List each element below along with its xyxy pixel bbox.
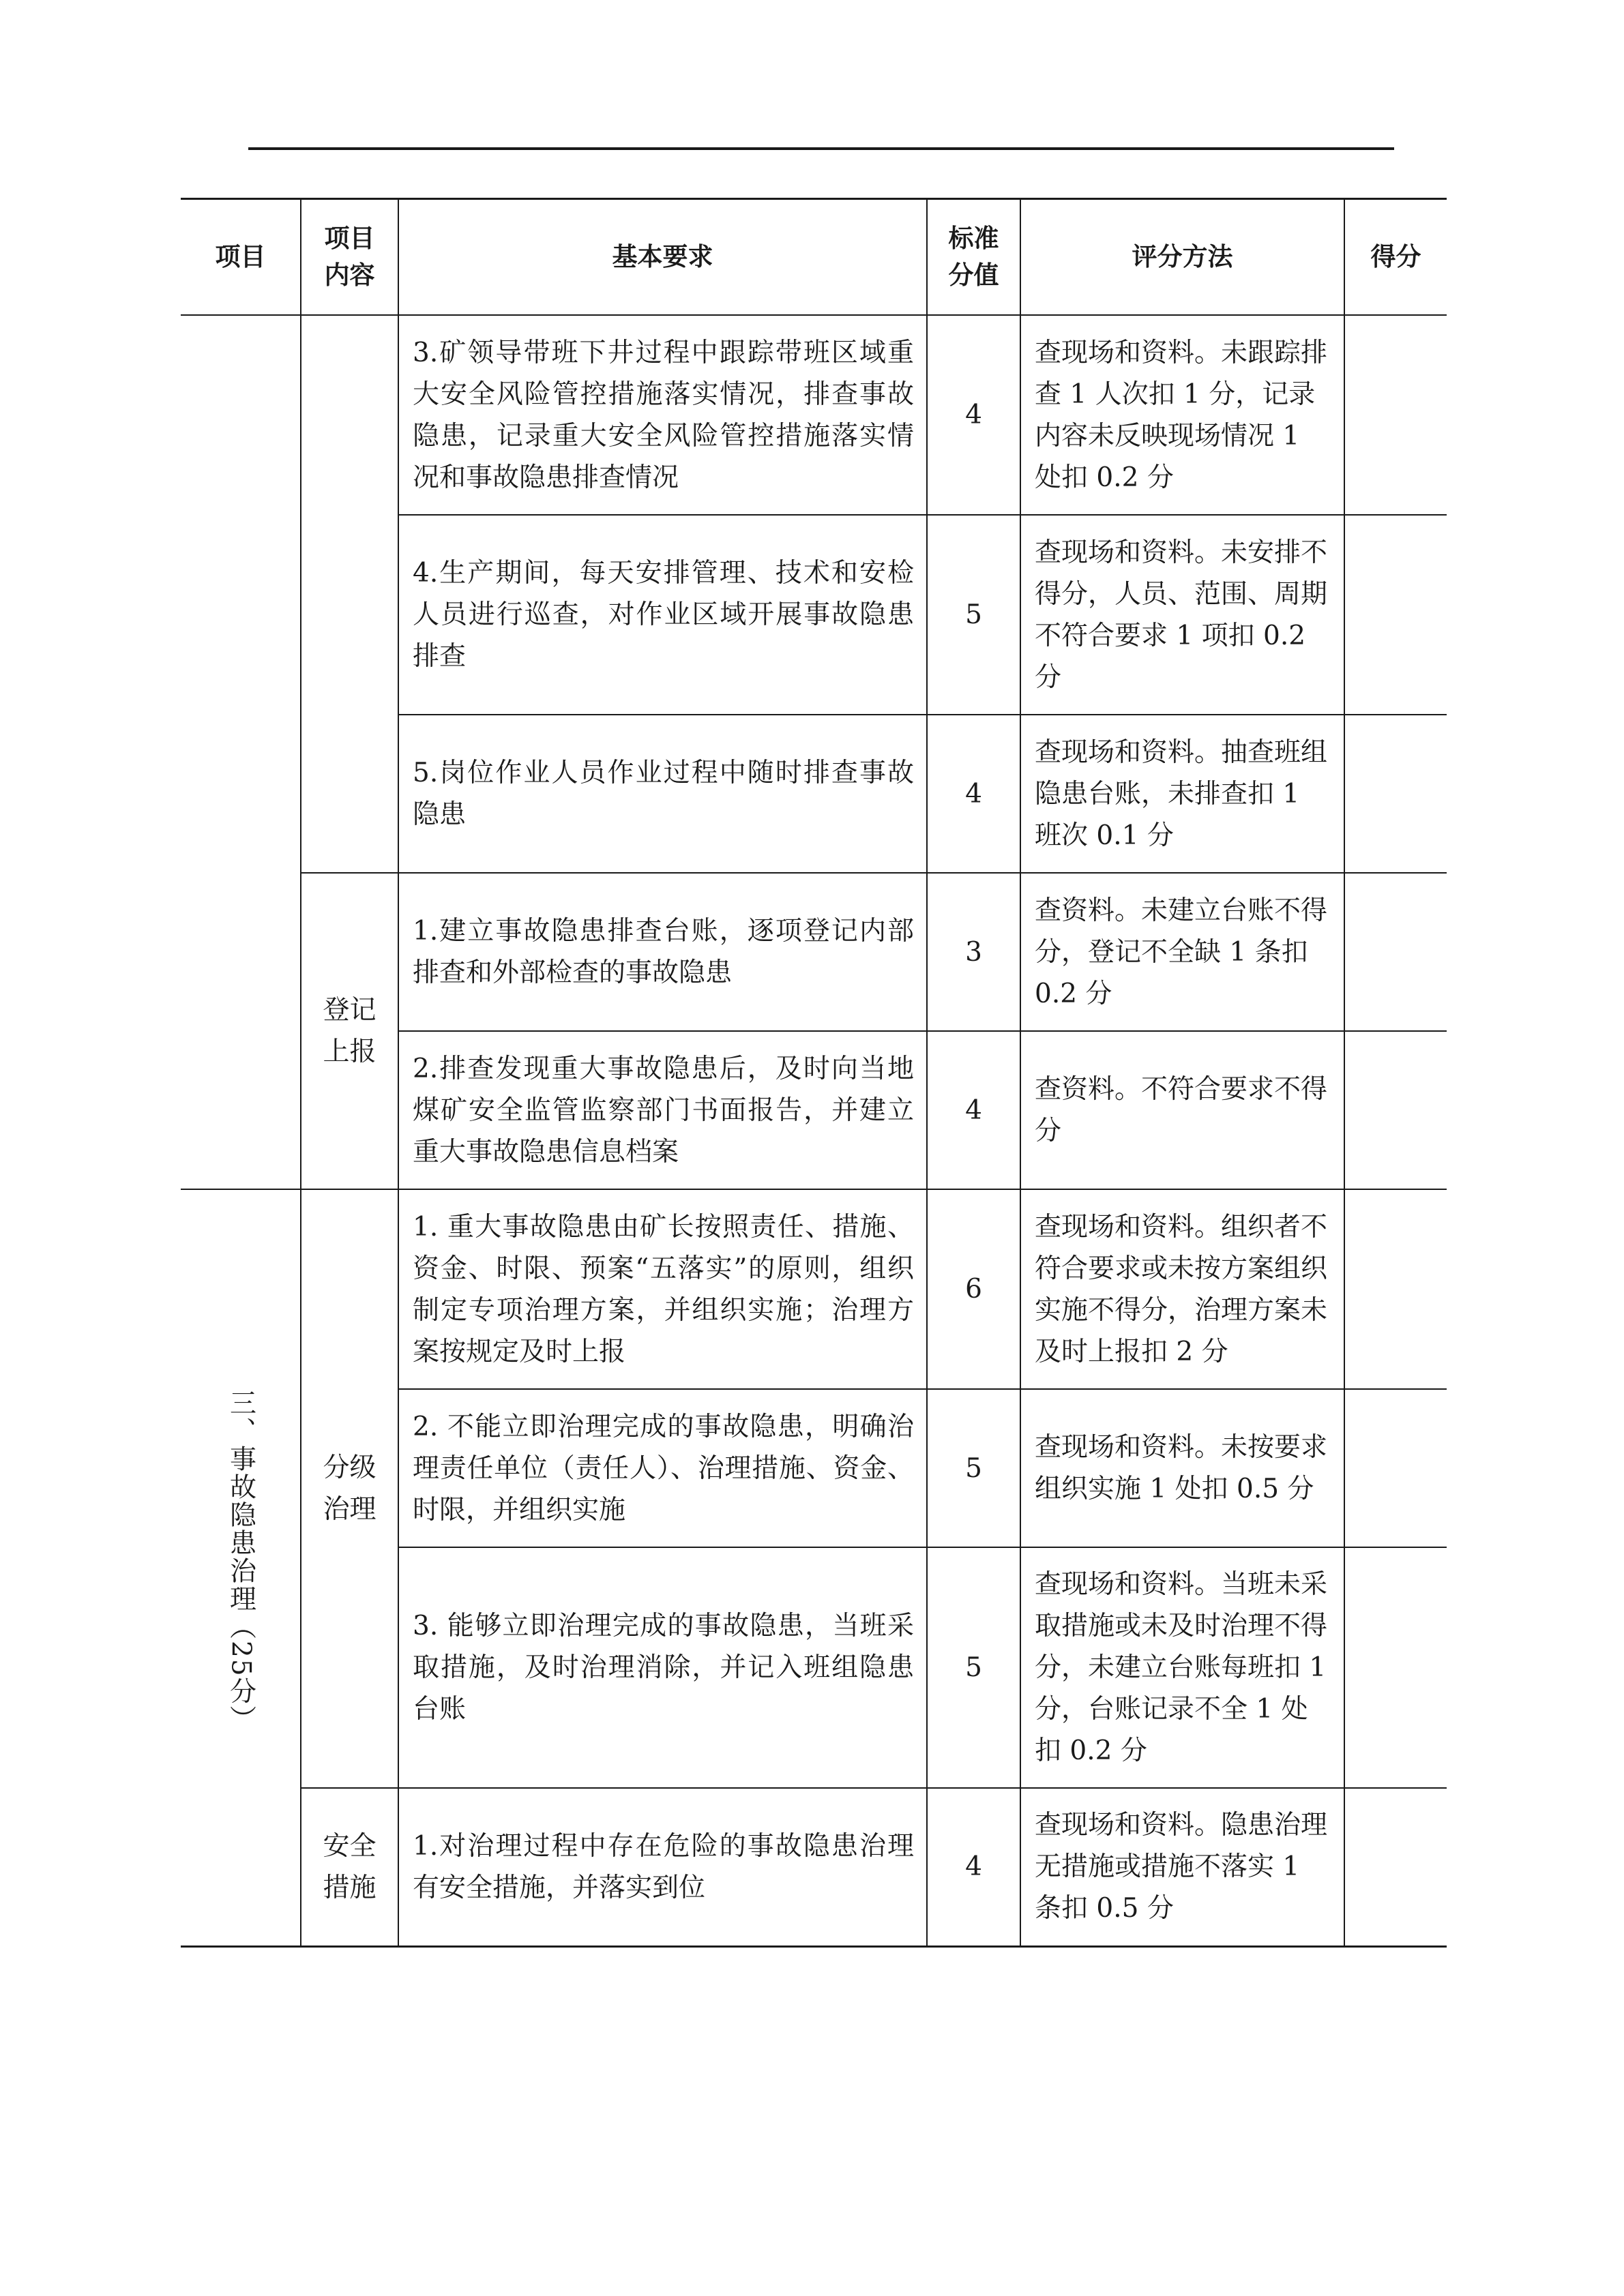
- score-cell: [1344, 715, 1447, 873]
- content-cell-continued: [301, 315, 398, 873]
- header-standard-score: [927, 199, 1020, 316]
- score-cell: [1344, 1189, 1447, 1389]
- content-cell-safety-measures: [301, 1788, 398, 1946]
- content-label-graded-governance: 分级治理: [323, 1452, 377, 1525]
- method-cell: 查现场和资料。未安排不得分，人员、范围、周期不符合要求 1 项扣 0.2 分: [1020, 515, 1344, 715]
- header-content-text: 项目内容: [324, 224, 375, 290]
- content-label-safety-measures: 安全措施: [323, 1830, 377, 1903]
- requirement-cell: 5.岗位作业人员作业过程中随时排查事故隐患: [398, 715, 927, 873]
- standard-score-cell: 5: [927, 515, 1020, 715]
- table-header-row: [181, 199, 1447, 316]
- header-score: 得分: [1344, 199, 1447, 316]
- table-row: [181, 873, 1447, 1031]
- requirement-cell: 1.对治理过程中存在危险的事故隐患治理有安全措施，并落实到位: [398, 1788, 927, 1946]
- standard-score-cell: 5: [927, 1389, 1020, 1547]
- content-cell-registration: [301, 873, 398, 1189]
- standard-score-cell: 4: [927, 1788, 1020, 1946]
- standard-score-cell: 5: [927, 1547, 1020, 1788]
- header-rule: [248, 147, 1394, 150]
- score-cell: [1344, 515, 1447, 715]
- score-cell: [1344, 1547, 1447, 1788]
- header-content: [301, 199, 398, 316]
- score-cell: [1344, 315, 1447, 515]
- project-cell-continued: [181, 315, 301, 1189]
- method-cell: 查资料。不符合要求不得分: [1020, 1031, 1344, 1189]
- standard-score-cell: 4: [927, 1031, 1020, 1189]
- method-cell: 查现场和资料。抽查班组隐患台账，未排查扣 1 班次 0.1 分: [1020, 715, 1344, 873]
- method-cell: 查现场和资料。隐患治理无措施或措施不落实 1 条扣 0.5 分: [1020, 1788, 1344, 1946]
- standard-score-cell: 4: [927, 715, 1020, 873]
- header-method: 评分方法: [1020, 199, 1344, 316]
- method-cell: 查现场和资料。未跟踪排查 1 人次扣 1 分，记录内容未反映现场情况 1 处扣 0.2 分: [1020, 315, 1344, 515]
- standard-score-cell: 6: [927, 1189, 1020, 1389]
- project-cell-three: [181, 1189, 301, 1946]
- table-row: [181, 1788, 1447, 1946]
- scoring-table: [181, 198, 1447, 1948]
- requirement-cell: 2. 不能立即治理完成的事故隐患，明确治理责任单位（责任人）、治理措施、资金、时限，并组织实施: [398, 1389, 927, 1547]
- header-standard-score-text: 标准分值: [948, 224, 999, 290]
- method-cell: 查现场和资料。未按要求组织实施 1 处扣 0.5 分: [1020, 1389, 1344, 1547]
- project-label-three: 三、事故隐患治理（25分）: [225, 1389, 256, 1734]
- header-project: 项目: [181, 199, 301, 316]
- method-cell: 查现场和资料。当班未采取措施或未及时治理不得分，未建立台账每班扣 1 分，台账记录不全 1 处扣 0.2 分: [1020, 1547, 1344, 1788]
- requirement-cell: 3. 能够立即治理完成的事故隐患，当班采取措施，及时治理消除，并记入班组隐患台账: [398, 1547, 927, 1788]
- requirement-cell: 1.建立事故隐患排查台账，逐项登记内部排查和外部检查的事故隐患: [398, 873, 927, 1031]
- score-cell: [1344, 873, 1447, 1031]
- requirement-cell: 3.矿领导带班下井过程中跟踪带班区域重大安全风险管控措施落实情况，排查事故隐患，记录重大安全风险管控措施落实情况和事故隐患排查情况: [398, 315, 927, 515]
- content-label-registration: 登记上报: [323, 995, 377, 1067]
- score-cell: [1344, 1788, 1447, 1946]
- standard-score-cell: 4: [927, 315, 1020, 515]
- score-cell: [1344, 1031, 1447, 1189]
- requirement-cell: 1. 重大事故隐患由矿长按照责任、措施、资金、时限、预案“五落实”的原则，组织制定专项治理方案，并组织实施；治理方案按规定及时上报: [398, 1189, 927, 1389]
- method-cell: 查现场和资料。组织者不符合要求或未按方案组织实施不得分，治理方案未及时上报扣 2 分: [1020, 1189, 1344, 1389]
- table-row: [181, 315, 1447, 515]
- method-cell: 查资料。未建立台账不得分，登记不全缺 1 条扣 0.2 分: [1020, 873, 1344, 1031]
- requirement-cell: 2.排查发现重大事故隐患后，及时向当地煤矿安全监管监察部门书面报告，并建立重大事故隐患信息档案: [398, 1031, 927, 1189]
- requirement-cell: 4.生产期间，每天安排管理、技术和安检人员进行巡查，对作业区域开展事故隐患排查: [398, 515, 927, 715]
- table-row: [181, 1189, 1447, 1389]
- standard-score-cell: 3: [927, 873, 1020, 1031]
- score-cell: [1344, 1389, 1447, 1547]
- content-cell-graded-governance: [301, 1189, 398, 1788]
- header-requirement: 基本要求: [398, 199, 927, 316]
